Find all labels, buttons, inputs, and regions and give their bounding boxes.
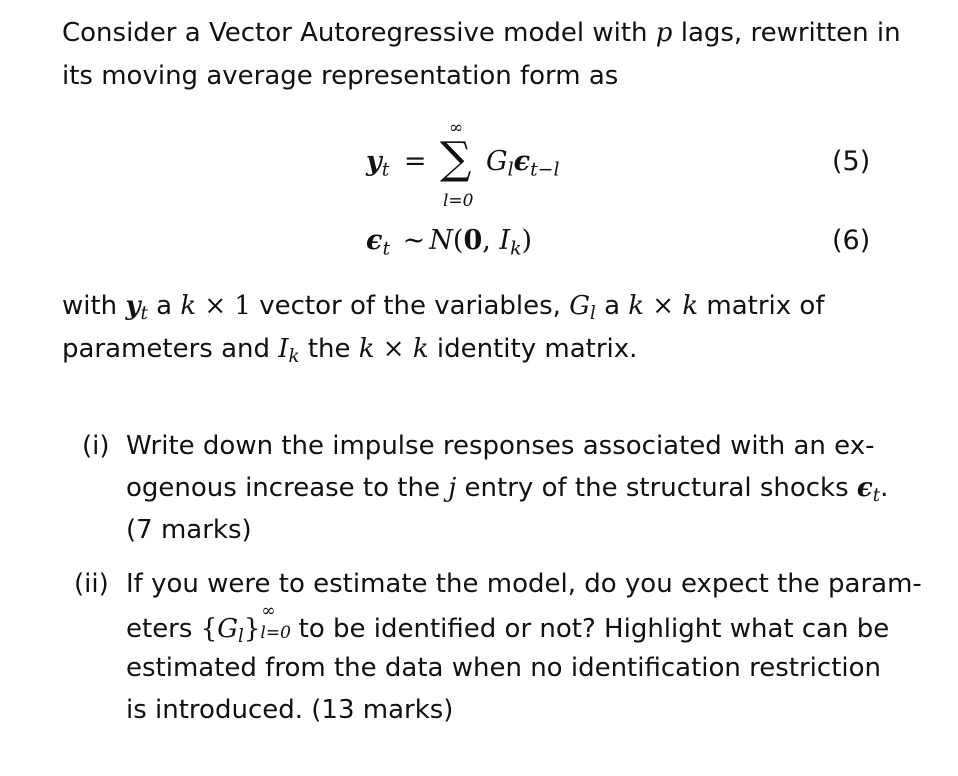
question-ii-line-2: eters $\{G_l\}$ ∞ l=0 to be identified or not? Highlight what can be [126, 601, 890, 648]
sum-lower-limit: l=0 [443, 191, 474, 211]
intro-text-a: Consider a Vector Autoregressive model with [62, 18, 656, 48]
eq5-lhs: $y_t$ = [366, 146, 427, 181]
with-line-2: parameters and $I_k$ the k × k identity matrix. [62, 334, 638, 368]
eq6-body: $\epsilon_t$ ∼ N(0, $I_k$) [366, 225, 533, 260]
math-p: p [655, 18, 673, 48]
question-ii-line-4: is introduced. (13 marks) [126, 695, 454, 725]
intro-line-1 [62, 18, 901, 49]
intro-line-2: its moving average representation form as [62, 61, 619, 91]
question-i-line-2: ogenous increase to the j entry of the structural shocks $\epsilon_t$. [126, 473, 889, 507]
question-i-marks: (7 marks) [126, 515, 252, 545]
question-ii-label: (ii) [74, 569, 109, 599]
with-line-1: with $y_t$ a k × 1 vector of the variables, $G_l$ a k × k matrix of [62, 291, 825, 325]
question-ii-line-1: If you were to estimate the model, do you expect the param- [126, 569, 922, 599]
question-i-label: (i) [82, 431, 110, 461]
summation-sign: ∑ [440, 133, 472, 184]
question-i-line-1: Write down the impulse responses associated with an ex- [126, 431, 875, 461]
intro-text-b: lags, rewritten in [672, 18, 901, 48]
equation-number-5: (5) [832, 146, 871, 177]
eq5-rhs: $G_l\epsilon_{t-l}$ [486, 146, 560, 181]
equation-number-6: (6) [832, 225, 871, 256]
sum-upper-limit: ∞ [449, 118, 464, 138]
question-ii-line-3: estimated from the data when no identification restriction [126, 653, 882, 683]
